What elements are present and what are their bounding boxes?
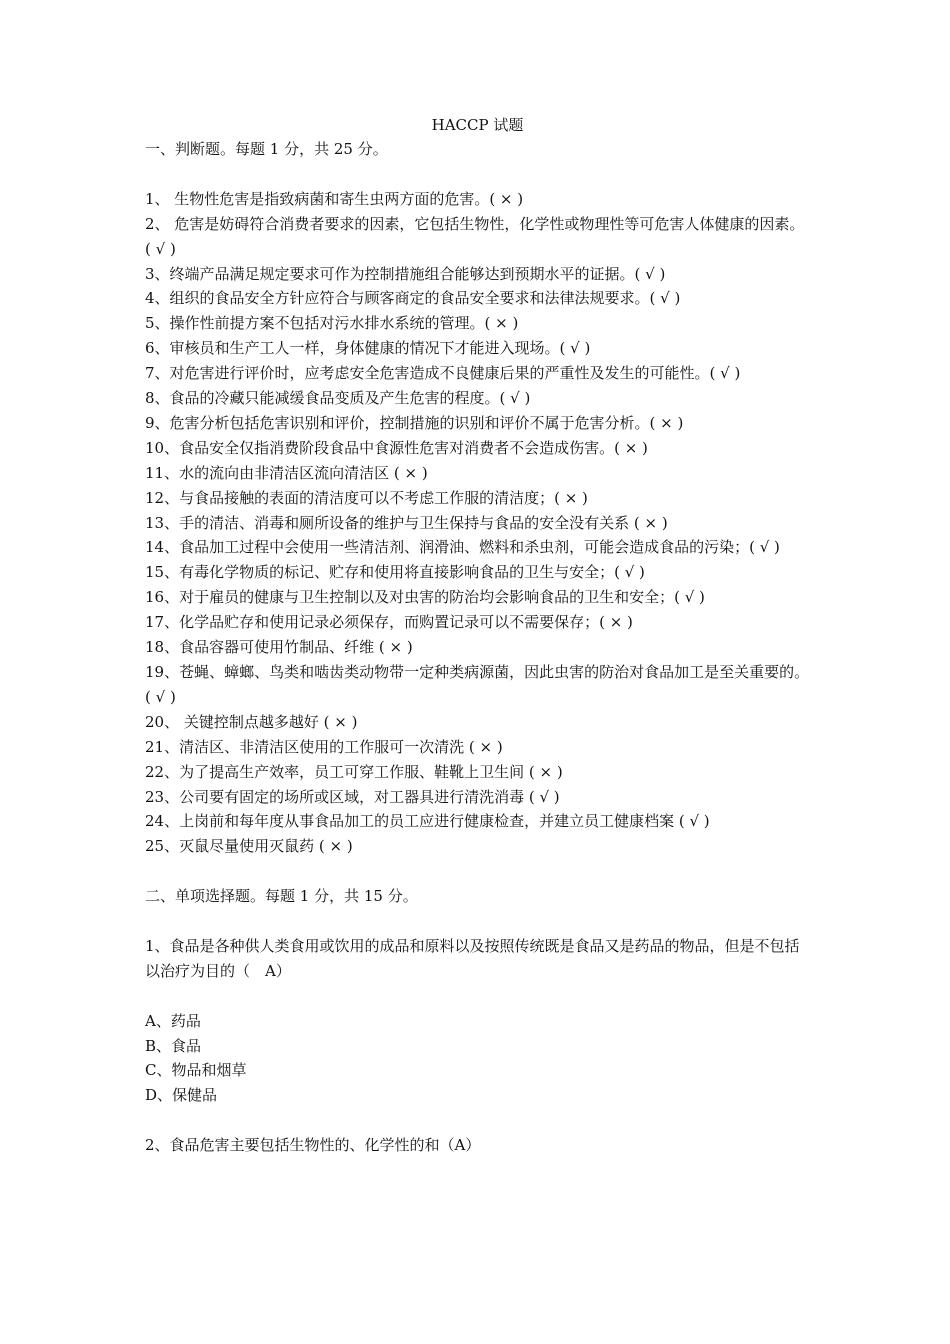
tf-item-13: 13、手的清洁、消毒和厕所设备的维护与卫生保持与食品的安全没有关系 ( × ) — [145, 513, 668, 532]
tf-item-17: 17、化学品贮存和使用记录必须保存，而购置记录可以不需要保存；( × ) — [145, 613, 633, 632]
spacer — [145, 859, 810, 884]
tf-item-15: 15、有毒化学物质的标记、贮存和使用将直接影响食品的卫生与安全；( √ ) — [145, 563, 645, 582]
option-b: B、食品 — [145, 1036, 202, 1055]
tf-item-6: 6、审核员和生产工人一样，身体健康的情况下才能进入现场。( √ ) — [145, 339, 591, 358]
tf-item-18: 18、食品容器可使用竹制品、纤维 ( × ) — [145, 638, 413, 657]
spacer — [145, 162, 810, 187]
mc-question-2: 2、食品危害主要包括生物性的、化学性的和（A） — [145, 1136, 481, 1155]
tf-item-24: 24、上岗前和每年度从事食品加工的员工应进行健康检查，并建立员工健康档案 ( √ ) — [145, 812, 710, 831]
spacer — [145, 984, 810, 1009]
tf-item-22: 22、为了提高生产效率，员工可穿工作服、鞋靴上卫生间 ( × ) — [145, 762, 563, 781]
spacer — [145, 1108, 810, 1133]
tf-item-25: 25、灭鼠尽量使用灭鼠药 ( × ) — [145, 837, 353, 856]
tf-item-3: 3、终端产品满足规定要求可作为控制措施组合能够达到预期水平的证据。( √ ) — [145, 264, 666, 283]
section-2-heading: 二、单项选择题。每题 1 分，共 15 分。 — [145, 887, 418, 906]
tf-item-1: 1、 生物性危害是指致病菌和寄生虫两方面的危害。( × ) — [145, 189, 524, 208]
option-d: D、保健品 — [145, 1086, 218, 1105]
tf-item-19: 19、苍蝇、蟑螂、鸟类和啮齿类动物带一定种类病源菌，因此虫害的防治对食品加工是至关重要的。( √ ) — [145, 663, 810, 706]
tf-item-2: 2、 危害是妨碍符合消费者要求的因素，它包括生物性，化学性或物理性等可危害人体健康的因素。( √ ) — [145, 214, 805, 258]
document-page — [145, 113, 810, 1158]
section-1-heading: 一、判断题。每题 1 分，共 25 分。 — [145, 140, 388, 158]
tf-item-5: 5、操作性前提方案不包括对污水排水系统的管理。( × ) — [145, 314, 519, 333]
option-a: A、药品 — [145, 1011, 201, 1030]
spacer — [145, 909, 810, 934]
tf-item-16: 16、对于雇员的健康与卫生控制以及对虫害的防治均会影响食品的卫生和安全；( √ ) — [145, 588, 705, 607]
document-title: HACCP 试题 — [431, 116, 524, 134]
mc-question-1: 1、食品是各种供人类食用或饮用的成品和原料以及按照传统既是食品又是药品的物品，但是不包括以治疗为目的（ A） — [145, 936, 800, 980]
mc-question-1-options — [145, 1009, 810, 1109]
tf-item-21: 21、清洁区、非清洁区使用的工作服可一次清洗 ( × ) — [145, 737, 503, 756]
tf-item-7: 7、对危害进行评价时，应考虑安全危害造成不良健康后果的严重性及发生的可能性。( √ ) — [145, 364, 741, 383]
true-false-list — [145, 187, 810, 859]
option-c: C、物品和烟草 — [145, 1061, 247, 1080]
tf-item-10: 10、食品安全仅指消费阶段食品中食源性危害对消费者不会造成伤害。( × ) — [145, 438, 648, 457]
tf-item-23: 23、公司要有固定的场所或区域，对工器具进行清洗消毒 ( √ ) — [145, 787, 560, 806]
tf-item-9: 9、危害分析包括危害识别和评价，控制措施的识别和评价不属于危害分析。( × ) — [145, 413, 684, 432]
tf-item-20: 20、 关键控制点越多越好 ( × ) — [145, 712, 358, 731]
tf-item-4: 4、组织的食品安全方针应符合与顾客商定的食品安全要求和法律法规要求。( √ ) — [145, 289, 681, 308]
tf-item-14: 14、食品加工过程中会使用一些清洁剂、润滑油、燃料和杀虫剂，可能会造成食品的污染；( √ ) — [145, 538, 780, 557]
tf-item-8: 8、食品的冷藏只能减缓食品变质及产生危害的程度。( √ ) — [145, 389, 531, 408]
tf-item-11: 11、水的流向由非清洁区流向清洁区 ( × ) — [145, 463, 428, 482]
tf-item-12: 12、与食品接触的表面的清洁度可以不考虑工作服的清洁度；( × ) — [145, 488, 588, 507]
